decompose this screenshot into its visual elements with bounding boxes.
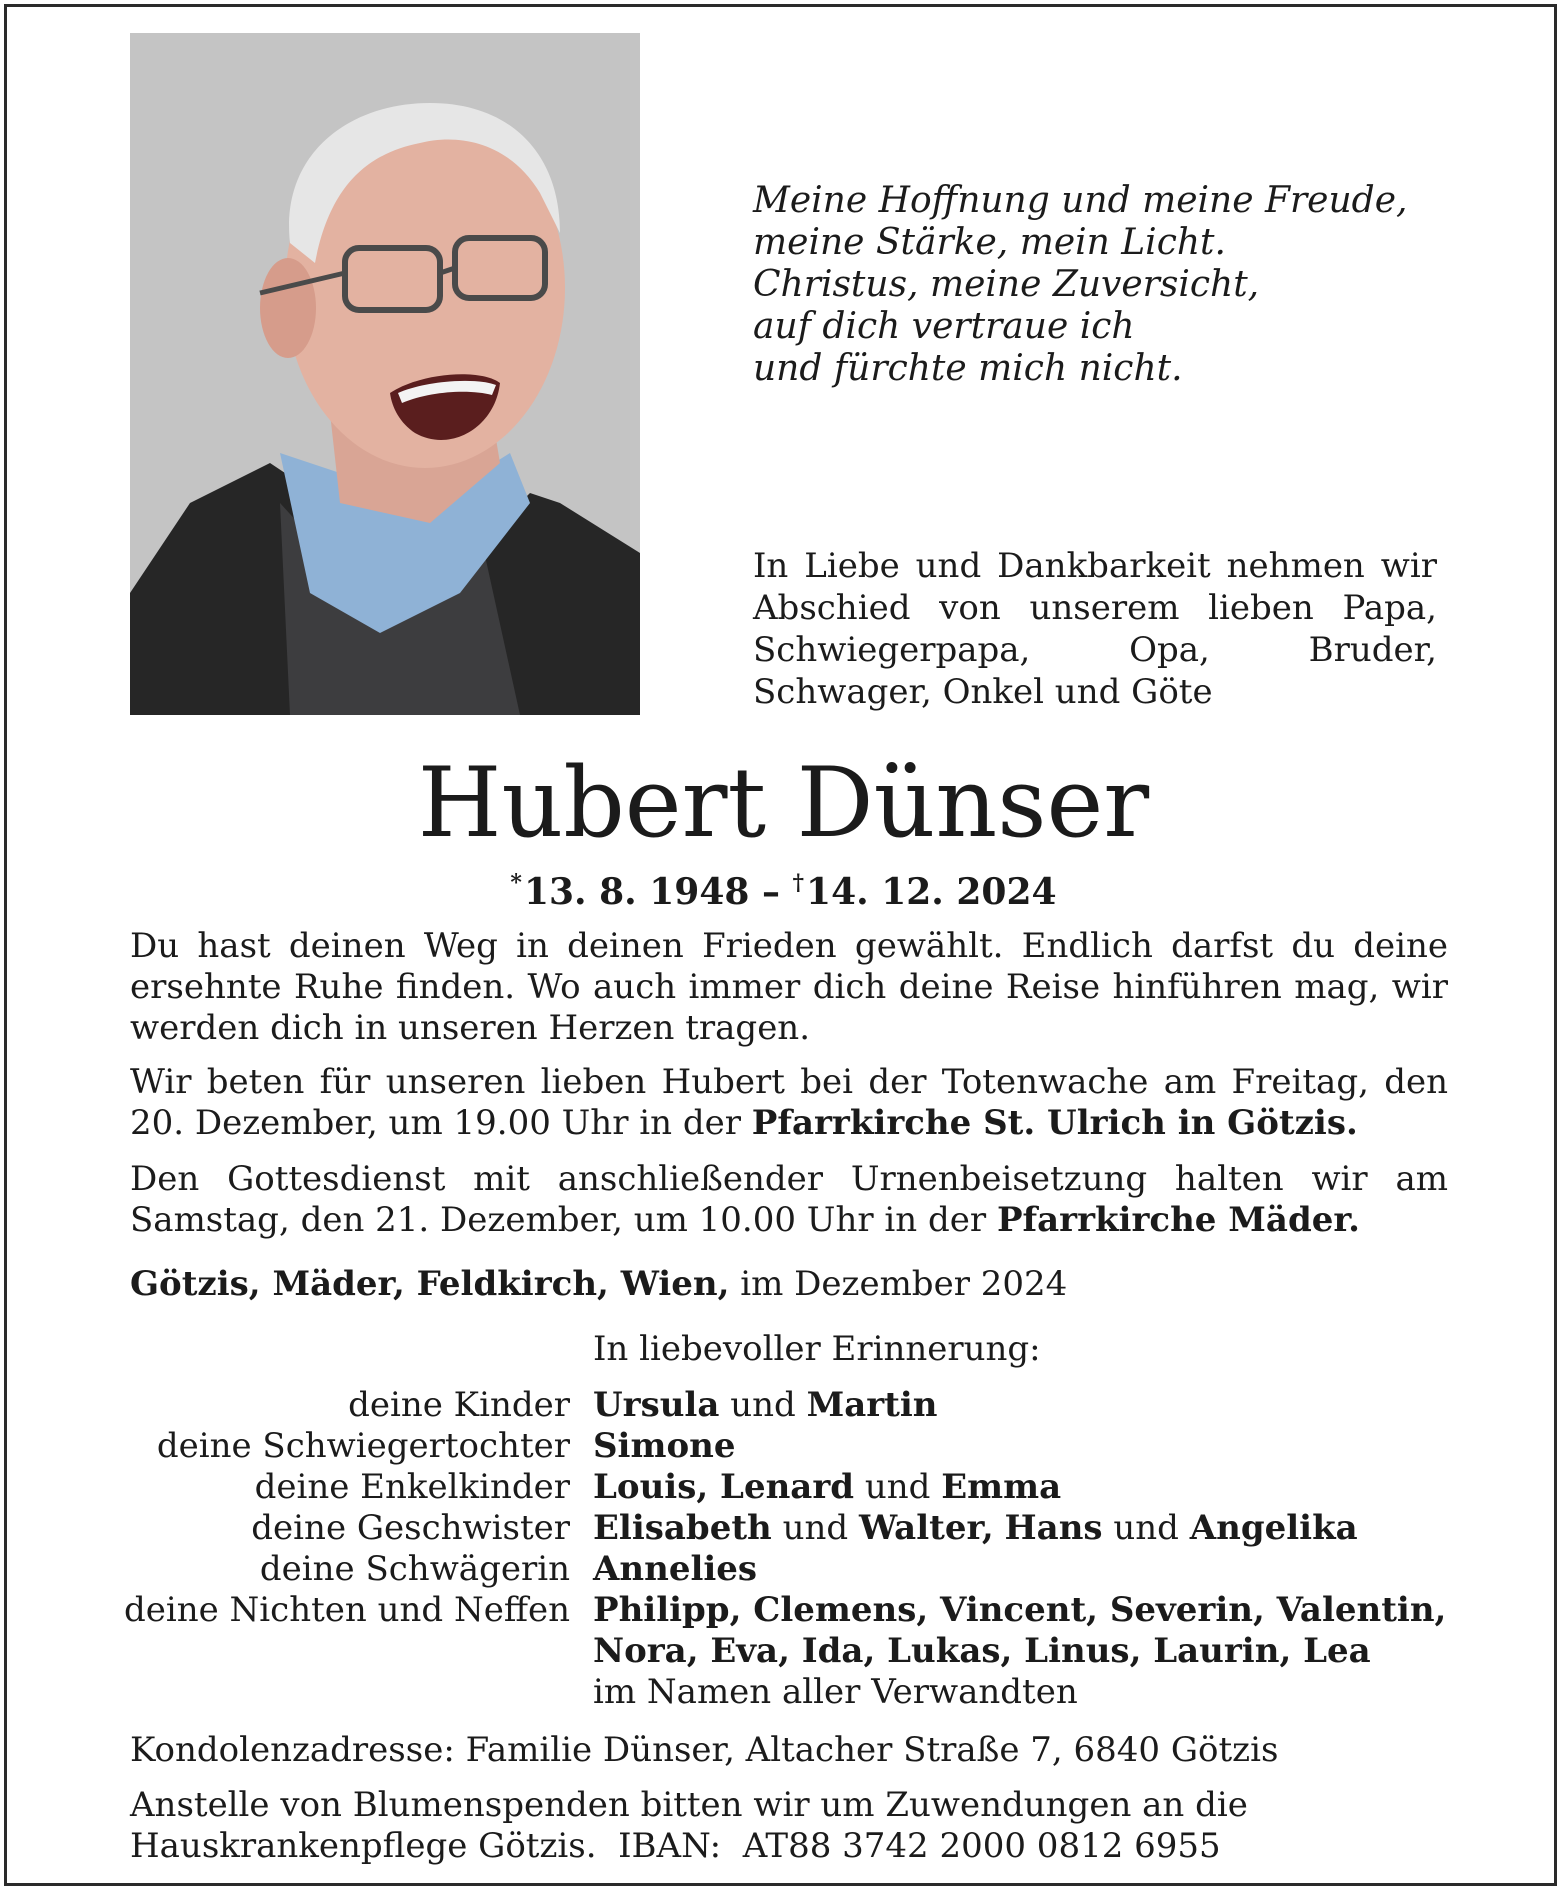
family-name: Elisabeth bbox=[593, 1508, 772, 1548]
family-names bbox=[593, 1385, 937, 1426]
connector: und bbox=[782, 1508, 849, 1548]
birth-date: 13. 8. 1948 bbox=[523, 871, 750, 913]
poem-line: meine Stärke, mein Licht. bbox=[753, 222, 1226, 263]
farewell-intro: In Liebe und Dankbarkeit nehmen wir Abschied von unserem lieben Papa, Schwiegerpapa, Opa, Bruder, Schwager, Onkel und Göte bbox=[753, 546, 1437, 712]
connector: und bbox=[730, 1385, 796, 1425]
place-date bbox=[130, 1264, 1067, 1305]
family-names bbox=[593, 1549, 757, 1590]
family-row-sister-in-law bbox=[0, 1549, 1567, 1590]
family-names bbox=[593, 1467, 1061, 1508]
family-name: Philipp, Clemens, Vincent, Severin, Valentin, bbox=[593, 1590, 1447, 1630]
connector: und bbox=[864, 1467, 931, 1507]
family-name: Walter, bbox=[858, 1508, 994, 1548]
family-role: deine Kinder bbox=[348, 1385, 570, 1425]
poem-line: auf dich vertraue ich bbox=[753, 306, 1135, 347]
family-name: Angelika bbox=[1189, 1508, 1358, 1548]
places: Götzis, Mäder, Feldkirch, Wien, bbox=[130, 1264, 730, 1304]
death-symbol: † bbox=[792, 870, 805, 896]
donation-iban-line: Hauskrankenpflege Götzis. IBAN: AT88 3742 2000 0812 6955 bbox=[130, 1826, 1221, 1866]
family-row-children bbox=[0, 1385, 1567, 1426]
family-name: Hans bbox=[1004, 1508, 1103, 1548]
family-name: Ursula bbox=[593, 1385, 720, 1425]
family-names bbox=[593, 1426, 735, 1467]
family-row-nieces-nephews bbox=[0, 1590, 1567, 1631]
family-role: deine Nichten und Neffen bbox=[123, 1590, 570, 1630]
family-row-nieces-nephews-cont bbox=[0, 1631, 1567, 1672]
date-line: im Dezember 2024 bbox=[740, 1264, 1068, 1304]
family-role: deine Enkelkinder bbox=[254, 1467, 570, 1507]
family-row-relatives bbox=[0, 1672, 1567, 1713]
funeral-place: Pfarrkirche Mäder. bbox=[996, 1200, 1360, 1240]
family-row-grandchildren bbox=[0, 1467, 1567, 1508]
family-names bbox=[593, 1590, 1446, 1631]
family-name: Annelies bbox=[593, 1549, 758, 1589]
family-name: Simone bbox=[593, 1426, 736, 1466]
portrait-photo bbox=[130, 33, 640, 715]
family-name: Emma bbox=[941, 1467, 1062, 1507]
family-role: deine Geschwister bbox=[251, 1508, 570, 1548]
family-heading: In liebevoller Erinnerung: bbox=[593, 1329, 1041, 1369]
farewell-paragraph: Du hast deinen Weg in deinen Frieden gewählt. Endlich darfst du deine ersehnte Ruhe finden. Wo auch immer dich deine Reise hinführen mag, wir werden dich in unseren Herzen tragen. bbox=[130, 926, 1448, 1048]
funeral-paragraph bbox=[130, 1159, 1448, 1241]
relatives-line: im Namen aller Verwandten bbox=[593, 1672, 1078, 1712]
condolence-address: Kondolenzadresse: Familie Dünser, Altacher Straße 7, 6840 Götzis bbox=[130, 1730, 1279, 1770]
poem bbox=[753, 180, 1453, 390]
family-role: deine Schwiegertochter bbox=[156, 1426, 570, 1466]
wake-text: Wir beten für unseren lieben Hubert bei der Totenwache am Freitag, den 20. Dezember, um 19.00 Uhr in der bbox=[130, 1062, 1448, 1143]
life-dates bbox=[0, 860, 1567, 915]
donation-note bbox=[130, 1785, 1248, 1867]
wake-paragraph bbox=[130, 1062, 1448, 1144]
family-name: Nora, Eva, Ida, Lukas, Linus, Laurin, Lea bbox=[593, 1631, 1371, 1671]
connector: und bbox=[1113, 1508, 1179, 1548]
family-names bbox=[593, 1631, 1371, 1672]
poem-line: Meine Hoffnung und meine Freude, bbox=[753, 180, 1408, 221]
donation-line: Anstelle von Blumenspenden bitten wir um Zuwendungen an die bbox=[130, 1785, 1248, 1825]
family-names bbox=[593, 1508, 1358, 1549]
wake-place: Pfarrkirche St. Ulrich in Götzis. bbox=[751, 1103, 1358, 1143]
poem-line: Christus, meine Zuversicht, bbox=[753, 264, 1260, 305]
family-name: Louis, Lenard bbox=[593, 1467, 855, 1507]
family-row-siblings bbox=[0, 1508, 1567, 1549]
family-row-daughter-in-law bbox=[0, 1426, 1567, 1467]
death-date: 14. 12. 2024 bbox=[806, 871, 1057, 913]
family-name: Martin bbox=[806, 1385, 938, 1425]
funeral-text: Den Gottesdienst mit anschließender Urnenbeisetzung halten wir am Samstag, den 21. Dezember, um 10.00 Uhr in der bbox=[130, 1159, 1448, 1240]
birth-symbol: * bbox=[510, 870, 522, 896]
poem-line: und fürchte mich nicht. bbox=[753, 348, 1183, 389]
family-role: deine Schwägerin bbox=[259, 1549, 570, 1589]
deceased-name: Hubert Dünser bbox=[417, 747, 1150, 859]
date-separator: – bbox=[761, 871, 780, 913]
